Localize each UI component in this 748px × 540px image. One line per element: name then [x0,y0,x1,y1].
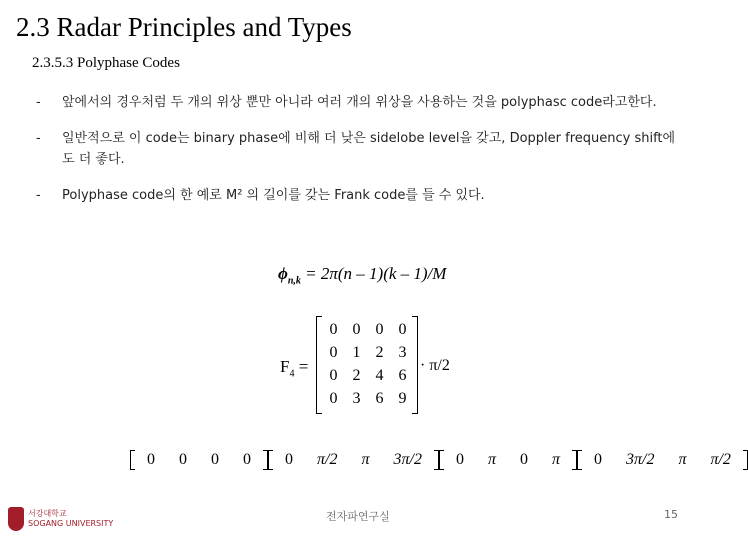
matrix-label: $F_4$ = [280,357,309,380]
frank-matrix [316,316,418,414]
formula-lhs-subscript: n,k [287,275,301,287]
phase-formula [278,264,446,286]
matrix-row: 0 0 0 0 [329,320,407,338]
matrix-multiplier: · π/2 [420,357,450,374]
bullet-item [36,128,686,170]
bullet-dash: - [36,95,41,110]
phase-row-vectors [130,450,748,472]
matrix-row: 0 3 6 9 [329,389,407,407]
bullet-dash: - [36,188,41,203]
bullet-text: 앞에서의 경우처럼 두 개의 위상 뿐만 아니라 여러 개의 위상을 사용하는 것을 polyphasc code라고한다. [62,95,657,110]
logo-text: 서강대학교 SOGANG UNIVERSITY [28,509,114,528]
row-vector: 0 0 0 0 [130,450,268,470]
bullet-item [36,185,686,206]
shield-icon [8,507,24,531]
matrix-row: 0 2 4 6 [329,366,407,384]
bullet-text: 일반적으로 이 code는 binary phase에 비해 더 낮은 sidelobe level을 갖고, Doppler frequency shift에도 더 좋다. [62,131,676,167]
row-vector: 0 π 0 π [439,450,577,470]
row-vector: 0 3π/2 π π/2 [577,450,748,470]
slide-subtitle: 2.3.5.3 Polyphase Codes [32,55,180,71]
formula-lhs: ϕ [278,264,288,283]
bullet-text: Polyphase code의 한 예로 M² 의 길이를 갖는 Frank code를 들 수 있다. [62,188,485,203]
bullet-dash: - [36,131,41,146]
matrix-row: 0 1 2 3 [329,343,407,361]
page-number: 15 [664,508,678,521]
bullet-list [36,92,686,221]
university-logo [8,507,113,531]
formula-rhs: = 2π(n – 1)(k – 1)/M [305,264,447,283]
row-vector: 0 π/2 π 3π/2 [268,450,439,470]
footer-lab-name: 전자파연구실 [326,510,390,523]
slide-title: 2.3 Radar Principles and Types [16,12,352,42]
bullet-item [36,92,686,113]
